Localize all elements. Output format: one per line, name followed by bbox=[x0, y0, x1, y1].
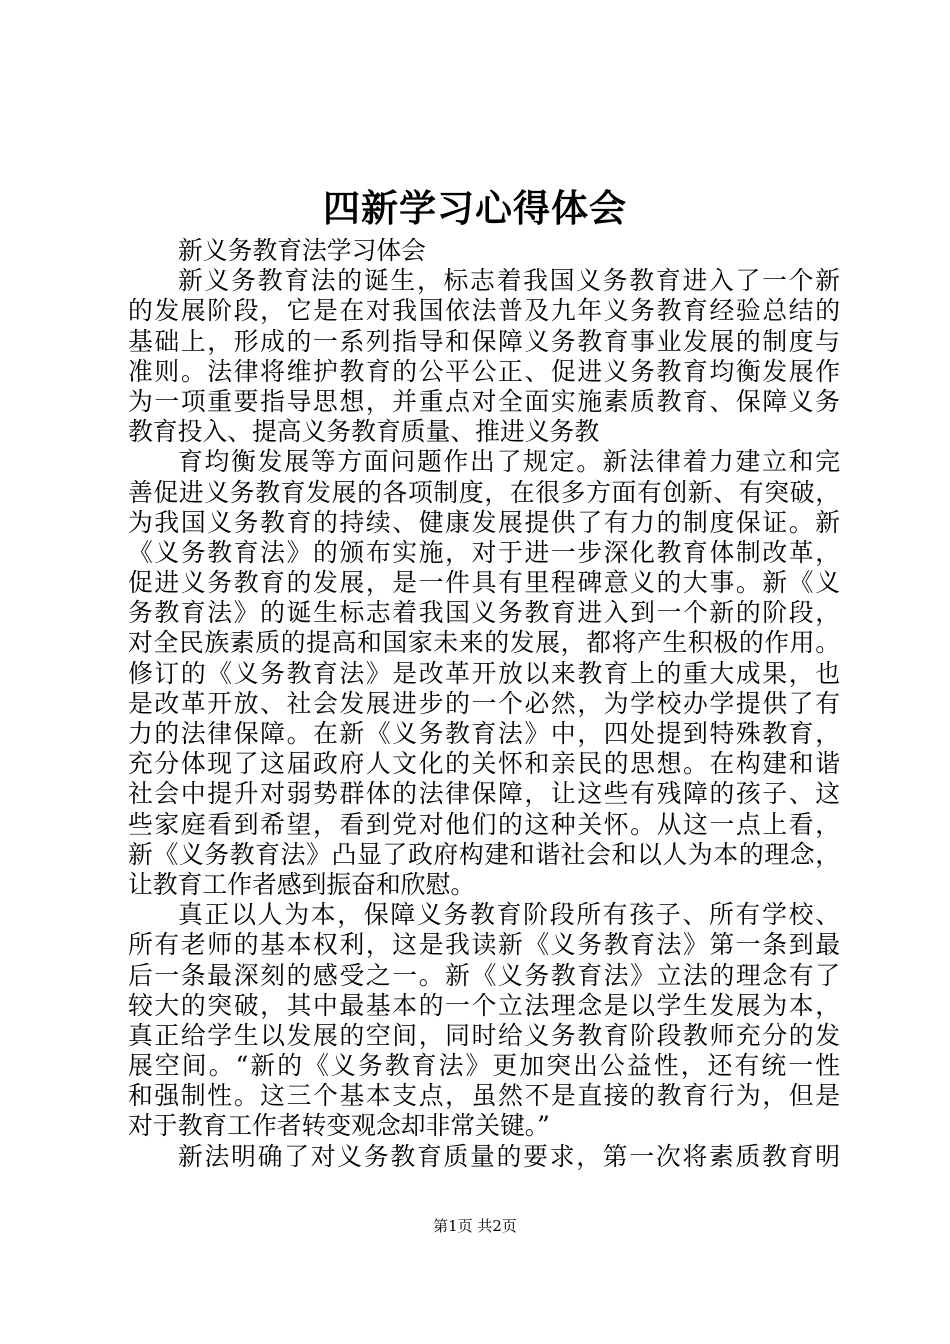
text-line: 促进义务教育的发展，是一件具有里程碑意义的大事。新《义 bbox=[128, 568, 840, 598]
text-line: 力的法律保障。在新《义务教育法》中，四处提到特殊教育， bbox=[128, 719, 840, 748]
document-title: 四新学习心得体会 bbox=[323, 186, 627, 230]
text-line: 修订的《义务教育法》是改革开放以来教育上的重大成果，也 bbox=[128, 658, 840, 688]
text-line: 准则。法律将维护教育的公平公正、促进义务教育均衡发展作 bbox=[128, 356, 840, 386]
text-line: 是改革开放、社会发展进步的一个必然，为学校办学提供了有 bbox=[128, 688, 840, 718]
page-footer: 第1页 共2页 bbox=[433, 1217, 517, 1235]
text-line: 社会中提升对弱势群体的法律保障，让这些有残障的孩子、这 bbox=[128, 779, 840, 809]
text-line: 的发展阶段，它是在对我国依法普及九年义务教育经验总结的 bbox=[128, 296, 840, 326]
text-line: 新《义务教育法》凸显了政府构建和谐社会和以人为本的理念， bbox=[128, 839, 840, 869]
text-line: 对全民族素质的提高和国家未来的发展，都将产生积极的作用。 bbox=[128, 628, 840, 658]
text-line: 新法明确了对义务教育质量的要求，第一次将素质教育明 bbox=[178, 1141, 840, 1171]
text-line: 展空间。“新的《义务教育法》更加突出公益性，还有统一性 bbox=[128, 1051, 840, 1081]
text-line: 《义务教育法》的颁布实施，对于进一步深化教育体制改革， bbox=[128, 537, 840, 567]
text-line: 善促进义务教育发展的各项制度，在很多方面有创新、有突破， bbox=[128, 477, 840, 507]
text-line: 教育投入、提高义务教育质量、推进义务教 bbox=[128, 417, 600, 447]
document-body bbox=[128, 236, 840, 1172]
text-line: 所有老师的基本权利，这是我读新《义务教育法》第一条到最 bbox=[128, 930, 840, 960]
text-line: 让教育工作者感到振奋和欣慰。 bbox=[128, 869, 476, 899]
text-line: 较大的突破，其中最基本的一个立法理念是以学生发展为本， bbox=[128, 990, 840, 1020]
text-line: 和强制性。这三个基本支点，虽然不是直接的教育行为，但是 bbox=[128, 1081, 840, 1111]
text-line: 后一条最深刻的感受之一。新《义务教育法》立法的理念有了 bbox=[128, 960, 840, 990]
text-line: 务教育法》的诞生标志着我国义务教育进入到一个新的阶段， bbox=[128, 598, 840, 628]
text-line: 对于教育工作者转变观念却非常关键。” bbox=[128, 1111, 550, 1141]
text-line: 为一项重要指导思想，并重点对全面实施素质教育、保障义务 bbox=[128, 386, 840, 416]
text-line: 为我国义务教育的持续、健康发展提供了有力的制度保证。新 bbox=[128, 507, 840, 537]
text-line: 新义务教育法的诞生，标志着我国义务教育进入了一个新 bbox=[178, 266, 840, 296]
text-line: 新义务教育法学习体会 bbox=[178, 236, 426, 265]
text-line: 真正给学生以发展的空间，同时给义务教育阶段教师充分的发 bbox=[128, 1020, 840, 1050]
text-line: 育均衡发展等方面问题作出了规定。新法律着力建立和完 bbox=[178, 447, 840, 477]
text-line: 充分体现了这届政府人文化的关怀和亲民的思想。在构建和谐 bbox=[128, 749, 840, 779]
text-line: 些家庭看到希望，看到党对他们的这种关怀。从这一点上看， bbox=[128, 809, 840, 839]
text-line: 基础上，形成的一系列指导和保障义务教育事业发展的制度与 bbox=[128, 326, 840, 356]
text-line: 真正以人为本，保障义务教育阶段所有孩子、所有学校、 bbox=[178, 900, 840, 930]
